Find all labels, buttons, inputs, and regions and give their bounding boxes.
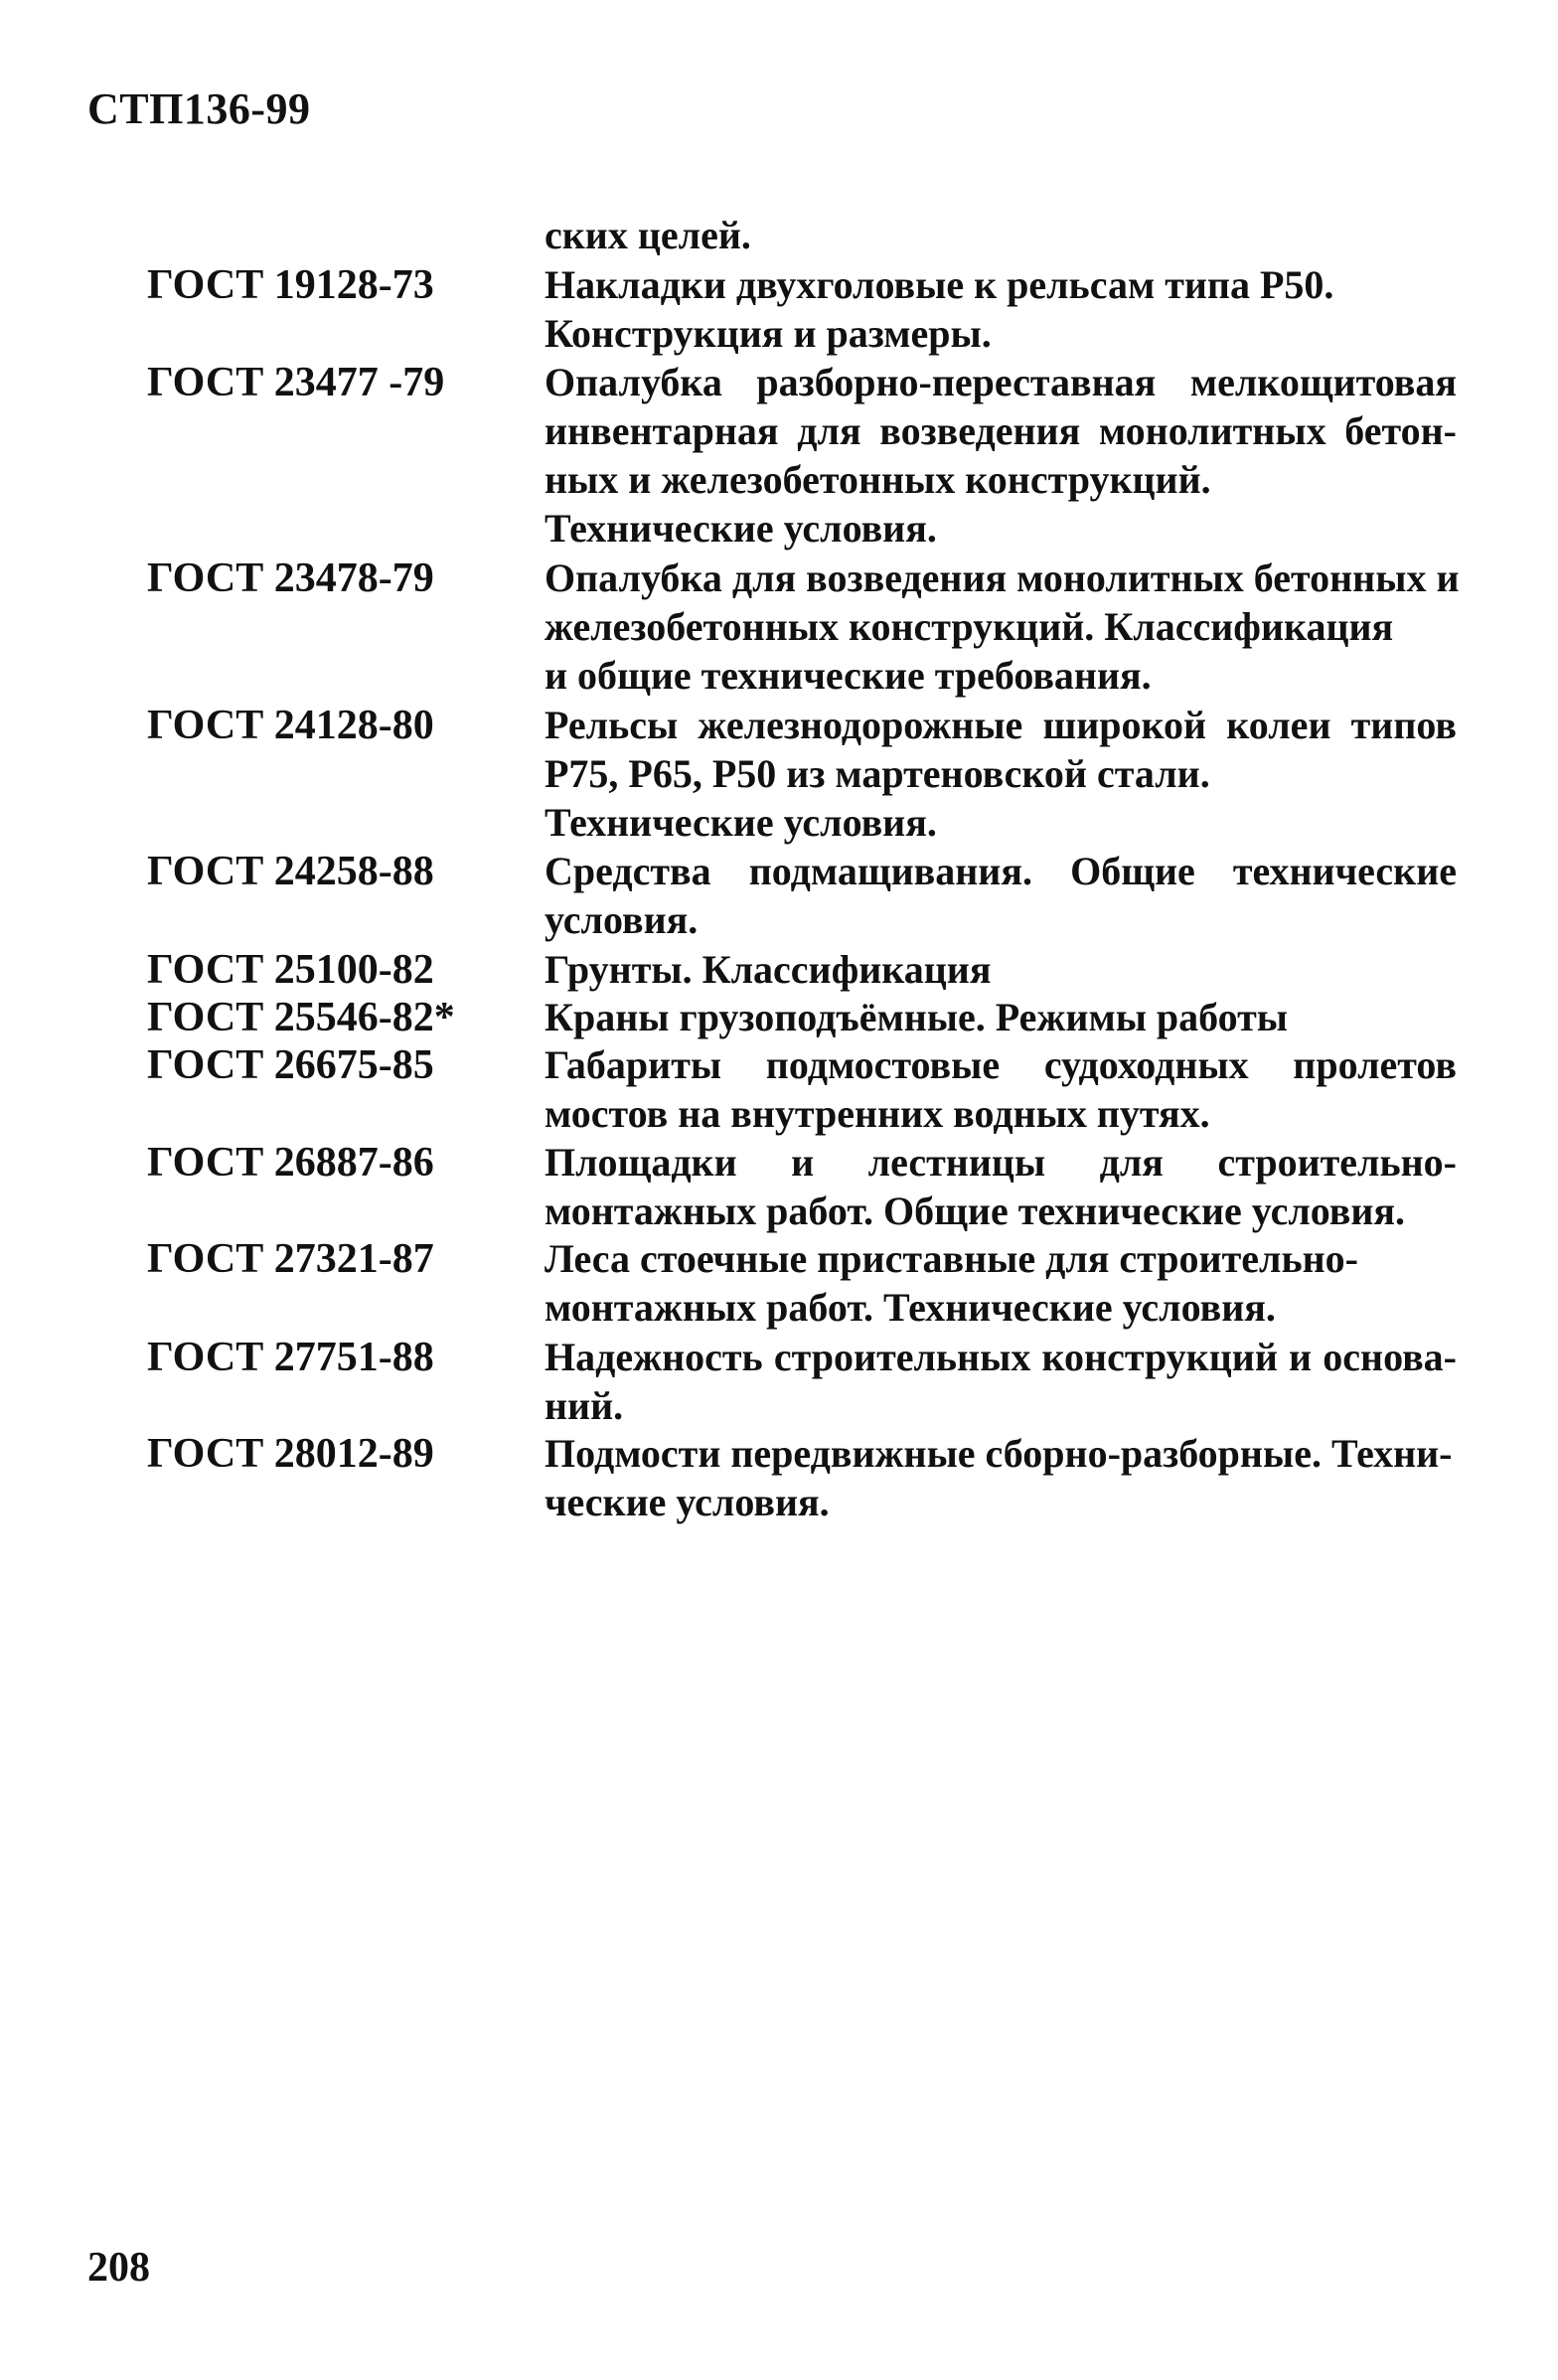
title-line: ческие условия. <box>545 1480 830 1524</box>
title-line: инвентарная для возведения монолитных бетон- <box>545 408 1457 453</box>
title-line: Опалубка разборно-переставная мелкощитовая <box>545 360 1457 404</box>
standard-code: ГОСТ 24128-80 <box>147 703 434 748</box>
title-line: ных и железобетонных конструкций. <box>545 457 1211 502</box>
title-line: Рельсы железнодорожные широкой колеи типов <box>545 703 1457 747</box>
standard-title <box>545 554 1460 700</box>
title-line: Средства подмащивания. Общие технические <box>545 849 1457 893</box>
standard-title <box>545 847 1457 944</box>
title-line: монтажных работ. Технические условия. <box>545 1285 1276 1330</box>
title-line: Технические условия. <box>545 506 937 551</box>
title-line: железобетонных конструкций. Классификация <box>545 604 1394 649</box>
title-line: Надежность строительных конструкций и основа- <box>545 1335 1457 1379</box>
title-line: Краны грузоподъёмные. Режимы работы <box>545 995 1288 1039</box>
title-line: Леса стоечные приставные для строительно- <box>545 1236 1358 1281</box>
standard-code: ГОСТ 25546-82* <box>147 995 455 1040</box>
standard-code: ГОСТ 26887-86 <box>147 1140 434 1186</box>
standard-title <box>545 993 1457 1041</box>
standard-title <box>545 1234 1457 1332</box>
title-line: Габариты подмостовые судоходных пролетов <box>545 1042 1457 1087</box>
title-line: Технические условия. <box>545 800 937 845</box>
standard-title <box>545 358 1457 553</box>
title-line: Грунты. Классификация <box>545 947 992 992</box>
standard-title <box>545 1040 1457 1138</box>
standard-title <box>545 945 1457 994</box>
title-line: мостов на внутренних водных путях. <box>545 1091 1210 1136</box>
continuation-line: ских целей. <box>545 213 751 257</box>
standard-code: ГОСТ 26675-85 <box>147 1042 434 1088</box>
title-line: условия. <box>545 897 699 942</box>
standard-code: ГОСТ 24258-88 <box>147 849 434 894</box>
standard-code: ГОСТ 27321-87 <box>147 1236 434 1282</box>
standard-title <box>545 1138 1457 1235</box>
standard-title <box>545 701 1457 847</box>
standard-code: ГОСТ 23477 -79 <box>147 360 445 405</box>
title-line: Р75, Р65, Р50 из мартеновской стали. <box>545 751 1210 796</box>
entry-description <box>545 211 1457 259</box>
title-line: Накладки двухголовые к рельсам типа Р50. <box>545 262 1334 307</box>
standard-code: ГОСТ 23478-79 <box>147 555 434 601</box>
standard-code: ГОСТ 19128-73 <box>147 262 434 308</box>
title-line: ний. <box>545 1383 624 1428</box>
standard-title <box>545 1333 1457 1430</box>
title-line: Конструкция и размеры. <box>545 311 992 356</box>
title-line: монтажных работ. Общие технические условия. <box>545 1189 1406 1233</box>
title-line: и общие технические требования. <box>545 653 1152 698</box>
standard-title <box>545 1429 1457 1526</box>
document-header: СТП136-99 <box>87 84 311 133</box>
title-line: Площадки и лестницы для строительно- <box>545 1140 1457 1185</box>
title-line: Опалубка для возведения монолитных бетонных и <box>545 555 1460 600</box>
standard-title <box>545 260 1457 358</box>
standard-code: ГОСТ 28012-89 <box>147 1431 434 1477</box>
standard-code: ГОСТ 25100-82 <box>147 947 434 993</box>
title-line: Подмости передвижные сборно-разборные. Техни- <box>545 1431 1453 1476</box>
standard-code: ГОСТ 27751-88 <box>147 1335 434 1380</box>
page-number: 208 <box>87 2245 150 2291</box>
